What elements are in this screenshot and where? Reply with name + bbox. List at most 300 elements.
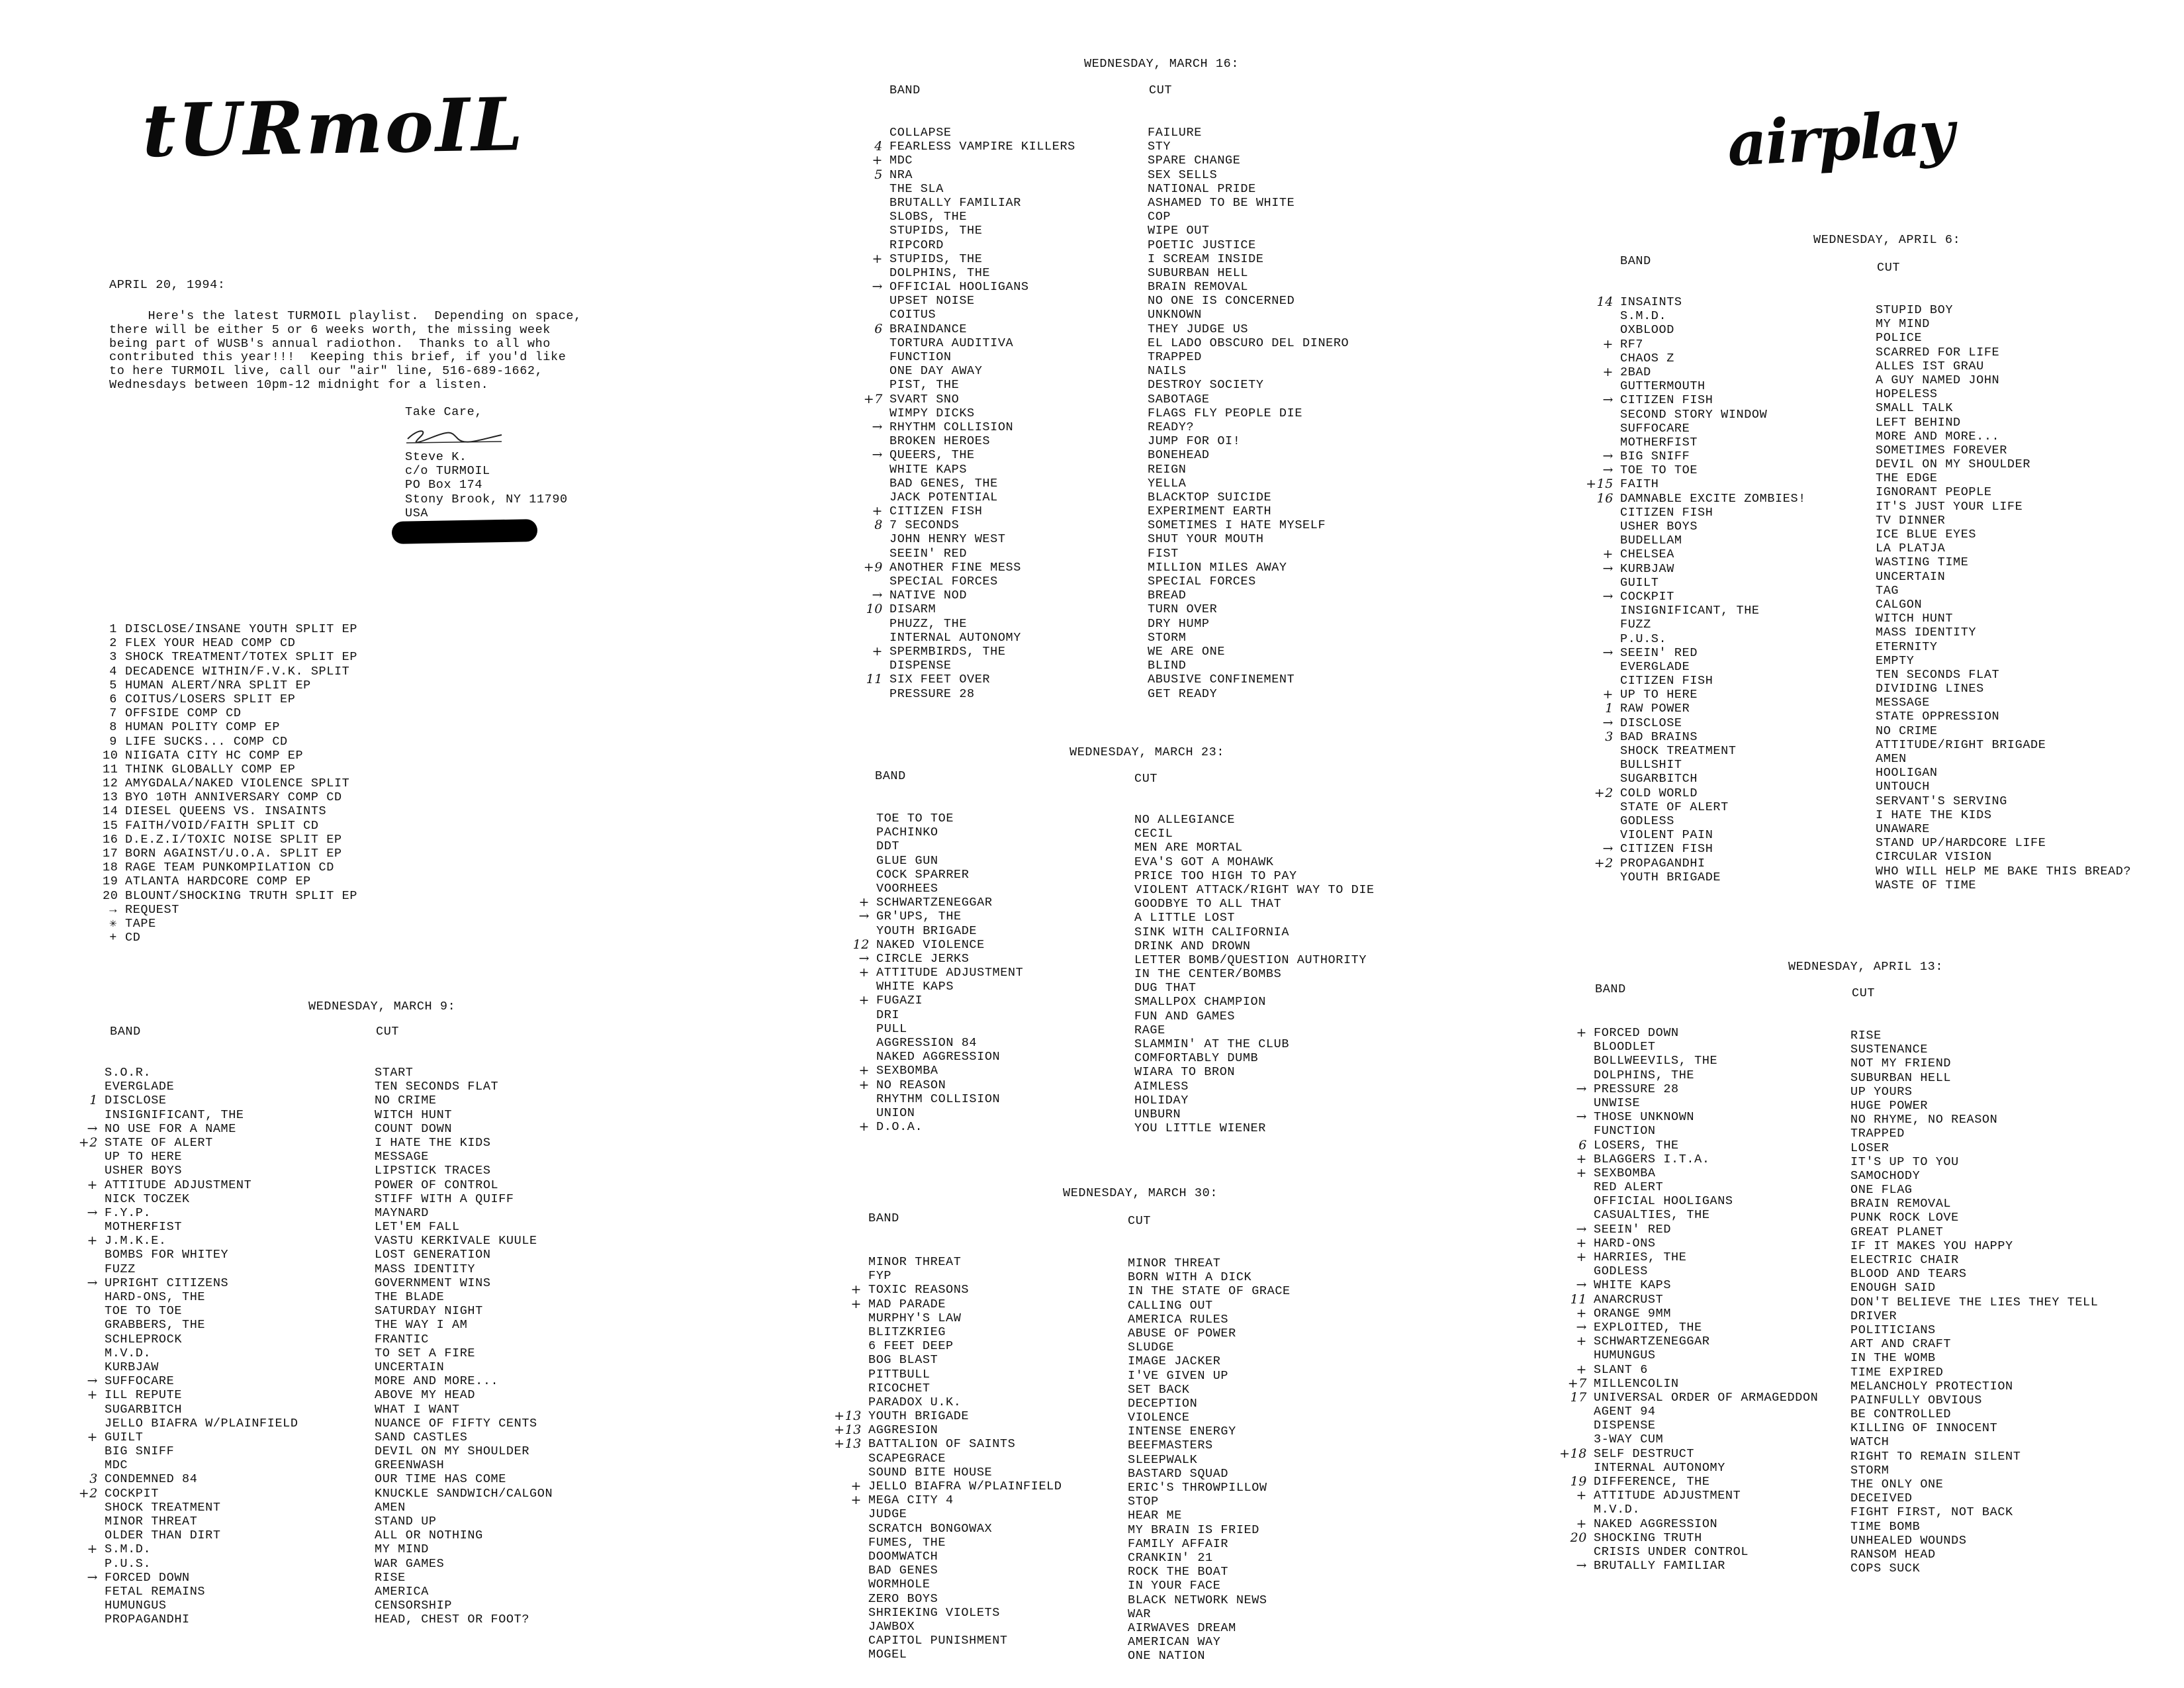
band-name: SEEIN' RED: [1594, 1222, 1672, 1237]
week-heading-apr13: WEDNESDAY, APRIL 13:: [1788, 960, 1944, 974]
band-name: NATIVE NOD: [889, 588, 968, 603]
play-mark: [855, 687, 889, 701]
play-mark: [855, 294, 889, 308]
legend-item: [103, 776, 357, 790]
play-mark: [834, 1592, 868, 1606]
band-row: [1586, 449, 1806, 463]
cut-row: ENOUGH SAID: [1850, 1281, 1936, 1295]
band-name: PITTBULL: [868, 1367, 931, 1382]
cut-row: DECEPTION: [1128, 1396, 1198, 1411]
band-name: LOSERS, THE: [1594, 1138, 1679, 1152]
play-mark: [834, 1634, 868, 1648]
band-row: [834, 1507, 1062, 1521]
play-mark: 17: [1570, 1389, 1587, 1405]
band-name: MOGEL: [868, 1648, 907, 1662]
cut-row: CALLING OUT: [1128, 1298, 1213, 1313]
band-row: [834, 1409, 1062, 1423]
band-row: [834, 1325, 1062, 1339]
band-row: [70, 1571, 298, 1585]
play-mark: +7: [863, 391, 883, 406]
week-heading-apr6: WEDNESDAY, APRIL 6:: [1813, 233, 1961, 247]
cut-label: CUT: [1852, 986, 1876, 1000]
band-name: VIOLENT PAIN: [1620, 828, 1713, 843]
band-row: [1586, 800, 1806, 814]
band-row: [1586, 534, 1806, 547]
band-row: [842, 868, 1023, 882]
cut-row: MY MIND: [1876, 317, 1930, 332]
band-row: [70, 1066, 298, 1080]
cut-row: ABUSE OF POWER: [1128, 1326, 1236, 1340]
cut-row: MEN ARE MORTAL: [1134, 841, 1243, 855]
cut-row: CIRCULAR VISION: [1876, 850, 1992, 865]
cut-row: BE CONTROLLED: [1850, 1407, 1952, 1422]
play-mark: +: [850, 1282, 862, 1297]
cut-row: AMERICA: [375, 1584, 429, 1599]
cut-row: SHUT YOUR MOUTH: [1148, 532, 1264, 547]
legend-item: [103, 889, 357, 903]
legend-number: 18: [103, 861, 118, 875]
band-row: [842, 924, 1023, 938]
play-mark: [855, 617, 889, 631]
band-name: INSAINTS: [1620, 295, 1682, 309]
band-row: [1586, 828, 1806, 842]
play-mark: [70, 1164, 105, 1178]
band-name: FAITH: [1620, 477, 1659, 492]
play-mark: [1559, 1124, 1594, 1138]
cut-row: FAILURE: [1148, 126, 1202, 140]
cut-row: DRY HUMP: [1148, 616, 1210, 631]
play-mark: [1559, 1405, 1594, 1419]
band-row: [1559, 1321, 1818, 1335]
band-row: [834, 1423, 1062, 1437]
play-mark: [70, 1262, 105, 1276]
band-name: JELLO BIAFRA W/PLAINFIELD: [868, 1479, 1062, 1493]
band-name: UNIVERSAL ORDER OF ARMAGEDDON: [1594, 1390, 1819, 1405]
band-row: [70, 1487, 298, 1501]
band-name: DAMNABLE EXCITE ZOMBIES!: [1620, 491, 1806, 506]
cut-label: CUT: [1128, 1214, 1152, 1228]
legend-label: ATLANTA HARDCORE COMP EP: [125, 874, 311, 889]
band-row: [70, 1276, 298, 1290]
band-row: [1559, 1152, 1818, 1166]
play-mark: [1559, 1054, 1594, 1068]
band-row: [834, 1620, 1062, 1634]
play-mark: [855, 463, 889, 477]
band-row: [842, 952, 1023, 966]
band-name: DISCLOSE: [105, 1094, 167, 1108]
band-row: [70, 1458, 298, 1472]
cut-row: GREAT PLANET: [1850, 1225, 1944, 1239]
legend-symbol-item: [103, 917, 357, 931]
band-row: [834, 1592, 1062, 1606]
play-mark: +: [87, 1542, 98, 1557]
band-name: UNWISE: [1594, 1096, 1641, 1110]
legend-symbol-item: [103, 931, 357, 945]
band-name: BOG BLAST: [868, 1353, 938, 1368]
play-mark: [842, 839, 876, 853]
legend-label: FLEX YOUR HEAD COMP CD: [125, 636, 296, 651]
band-name: UP TO HERE: [1620, 688, 1698, 702]
band-row: [842, 1064, 1023, 1078]
band-row: [842, 1008, 1023, 1022]
band-name: SUGARBITCH: [105, 1402, 183, 1417]
band-name: RICOCHET: [868, 1381, 931, 1395]
cut-row: THE ONLY ONE: [1850, 1477, 1944, 1491]
band-row: [1586, 702, 1806, 716]
play-mark: →: [872, 419, 883, 434]
play-mark: 1: [89, 1093, 98, 1108]
week-heading-mar9: WEDNESDAY, MARCH 9:: [308, 1000, 456, 1013]
legend-mark: →: [109, 902, 117, 917]
band-name: SPERMBIRDS, THE: [889, 644, 1006, 659]
band-name: BRUTALLY FAMILIAR: [889, 195, 1021, 210]
play-mark: [834, 1395, 868, 1409]
cut-row: REIGN: [1148, 462, 1187, 477]
playlist-bands-apr6: [1586, 295, 1806, 884]
band-name: TOE TO TOE: [1620, 463, 1698, 478]
band-row: [70, 1150, 298, 1164]
legend-item: [103, 665, 357, 679]
band-row: [70, 1108, 298, 1122]
cut-row: SMALL TALK: [1876, 401, 1954, 416]
band-row: [842, 1050, 1023, 1064]
band-row: [842, 1120, 1023, 1134]
band-row: [70, 1136, 298, 1150]
cut-row: SOMETIMES FOREVER: [1876, 443, 2007, 457]
band-row: [1559, 1054, 1818, 1068]
band-row: [834, 1452, 1062, 1466]
band-name: STATE OF ALERT: [1620, 800, 1729, 814]
play-mark: [834, 1311, 868, 1325]
band-row: [70, 1206, 298, 1220]
band-row: [834, 1493, 1062, 1507]
band-row: [1586, 842, 1806, 856]
band-row: [842, 994, 1023, 1008]
cut-row: TEN SECONDS FLAT: [1876, 667, 2000, 682]
cut-row: WASTING TIME: [1876, 555, 1969, 570]
band-name: NAKED VIOLENCE: [876, 937, 985, 952]
band-name: PIST, THE: [889, 378, 960, 393]
band-row: [1586, 688, 1806, 702]
band-row: [1586, 814, 1806, 828]
cut-row: POWER OF CONTROL: [375, 1178, 499, 1192]
playlist-bands-mar16: [855, 126, 1075, 701]
band-name: PULL: [876, 1021, 907, 1036]
band-name: J.M.K.E.: [105, 1234, 167, 1248]
play-mark: [1559, 1461, 1594, 1475]
band-row: [70, 1585, 298, 1599]
play-mark: →: [87, 1374, 98, 1389]
band-name: INSIGNIFICANT, THE: [1620, 604, 1760, 618]
play-mark: →: [858, 951, 870, 966]
play-mark: 12: [852, 937, 870, 952]
band-row: [70, 1290, 298, 1304]
cut-row: YOU LITTLE WIENER: [1134, 1121, 1266, 1136]
play-mark: →: [1602, 393, 1614, 408]
band-name: WHITE KAPS: [889, 462, 968, 477]
band-row: [855, 210, 1075, 224]
legend-symbol-item: [103, 903, 357, 917]
play-mark: [834, 1339, 868, 1353]
legend-number: 19: [103, 874, 118, 889]
play-mark: [1586, 323, 1620, 337]
play-mark: [855, 350, 889, 364]
band-row: [855, 393, 1075, 406]
cut-row: HOOLIGAN: [1876, 766, 1938, 780]
play-mark: [842, 980, 876, 994]
band-row: [1559, 1489, 1818, 1503]
band-row: [855, 645, 1075, 659]
band-name: FEARLESS VAMPIRE KILLERS: [889, 140, 1075, 154]
play-mark: [1586, 408, 1620, 422]
legend-mark: +: [109, 931, 117, 945]
cut-row: WITCH HUNT: [375, 1107, 453, 1122]
cut-row: IF IT MAKES YOU HAPPY: [1850, 1239, 2013, 1253]
band-row: [1586, 730, 1806, 744]
band-row: [834, 1522, 1062, 1536]
band-name: DISCLOSE: [1620, 716, 1682, 730]
legend-number: 6: [109, 692, 117, 706]
band-label: BAND: [868, 1211, 899, 1225]
band-row: [1586, 618, 1806, 632]
band-name: MOTHERFIST: [1620, 435, 1698, 449]
play-mark: [855, 308, 889, 322]
play-mark: +13: [834, 1436, 862, 1452]
cut-row: UNHEALED WOUNDS: [1850, 1533, 1967, 1548]
band-name: SCRATCH BONGOWAX: [868, 1521, 993, 1536]
play-mark: [70, 1360, 105, 1374]
legend-item: [103, 706, 357, 720]
band-row: [855, 659, 1075, 673]
play-mark: [1586, 309, 1620, 323]
band-row: [834, 1311, 1062, 1325]
band-name: MINOR THREAT: [868, 1255, 962, 1269]
band-row: [842, 1036, 1023, 1050]
play-mark: [1586, 772, 1620, 786]
band-row: [855, 477, 1075, 491]
band-name: AGENT 94: [1594, 1405, 1656, 1419]
band-name: EXPLOITED, THE: [1594, 1320, 1702, 1335]
letter-body: Here's the latest TURMOIL playlist. Depending on space, there will be either 5 or 6 weeks worth, the missing week being part of WUSB's annual radiothon. Thanks to all who contributed this year!!! Keeping this brief, if you'd like to here TURMOIL live, call our "air" line, 516-689-1662, Wednesdays between 10pm-12 midnight for a listen.: [109, 309, 582, 392]
letter-date: APRIL 20, 1994:: [109, 278, 226, 292]
play-mark: +: [1576, 1305, 1587, 1321]
legend-label: HUMAN POLITY COMP EP: [125, 720, 281, 735]
band-row: [1559, 1250, 1818, 1264]
play-mark: [1559, 1264, 1594, 1278]
cut-row: NUANCE OF FIFTY CENTS: [375, 1416, 537, 1430]
cut-row: VIOLENCE: [1128, 1411, 1190, 1425]
play-mark: [834, 1353, 868, 1367]
legend-label: SHOCK TREATMENT/TOTEX SPLIT EP: [125, 650, 358, 665]
band-name: NAKED AGGRESSION: [876, 1050, 1001, 1064]
legend-item: [103, 622, 357, 636]
play-mark: +2: [78, 1135, 98, 1150]
band-row: [834, 1479, 1062, 1493]
cut-row: DESTROY SOCIETY: [1148, 378, 1264, 393]
address-line: c/o TURMOIL: [405, 464, 490, 479]
band-name: SELF DESTRUCT: [1594, 1446, 1695, 1461]
cut-row: YELLA: [1148, 476, 1187, 491]
band-name: SCHWARTZENEGGAR: [1594, 1335, 1710, 1349]
cut-row: ALLES IST GRAU: [1876, 359, 1984, 373]
band-name: SVART SNO: [889, 392, 960, 406]
band-name: OLDER THAN DIRT: [105, 1528, 221, 1543]
play-mark: [1559, 1194, 1594, 1208]
cut-row: ABOVE MY HEAD: [375, 1388, 476, 1403]
band-row: [855, 280, 1075, 294]
legend-number: 16: [103, 832, 118, 847]
cut-row: STAND UP: [375, 1515, 437, 1528]
week-heading-mar23: WEDNESDAY, MARCH 23:: [1069, 745, 1225, 759]
band-row: [842, 882, 1023, 896]
play-mark: +: [1602, 547, 1614, 562]
play-mark: [70, 1080, 105, 1094]
play-mark: [1586, 800, 1620, 814]
playlist-cuts-mar16: [1148, 126, 1349, 701]
band-name: P.U.S.: [105, 1556, 152, 1571]
cut-row: NO ONE IS CONCERNED: [1148, 294, 1295, 308]
play-mark: +: [1602, 364, 1614, 379]
cut-row: KILLING OF INNOCENT: [1850, 1421, 1998, 1436]
cut-row: POETIC JUSTICE: [1148, 238, 1256, 252]
play-mark: [1559, 1419, 1594, 1432]
play-mark: +: [87, 1177, 98, 1192]
play-mark: +: [858, 1077, 870, 1092]
play-mark: +: [1602, 687, 1614, 702]
cut-row: SAMOCHODY: [1850, 1168, 1921, 1183]
band-name: STUPIDS, THE: [889, 224, 983, 238]
play-mark: →: [87, 1570, 98, 1585]
play-mark: [855, 477, 889, 491]
band-name: GUILT: [1620, 575, 1659, 590]
cut-row: I'VE GIVEN UP: [1128, 1368, 1229, 1383]
band-name: DOOMWATCH: [868, 1549, 938, 1564]
band-row: [1586, 436, 1806, 449]
band-row: [1586, 393, 1806, 407]
band-row: [1559, 1432, 1818, 1446]
cut-row: TRAPPED: [1850, 1127, 1905, 1141]
legend-number: 14: [103, 804, 118, 819]
play-mark: [70, 1318, 105, 1332]
band-name: AGGRESION: [868, 1423, 938, 1438]
cut-row: RANSOM HEAD: [1850, 1547, 1936, 1562]
play-mark: 10: [866, 602, 883, 617]
cut-row: MASS IDENTITY: [1876, 626, 1977, 640]
legend-label: TAPE: [125, 916, 156, 931]
play-mark: [1586, 352, 1620, 365]
band-name: SHOCK TREATMENT: [1620, 744, 1737, 758]
legend-item: [103, 847, 357, 861]
band-name: ATTITUDE ADJUSTMENT: [1594, 1489, 1741, 1503]
band-row: [855, 448, 1075, 462]
legend-label: NIIGATA CITY HC COMP EP: [125, 748, 304, 763]
band-name: STUPIDS, THE: [889, 252, 983, 266]
cut-row: MINOR THREAT: [1128, 1256, 1221, 1270]
band-name: SUFFOCARE: [1620, 421, 1690, 436]
cut-row: WAR: [1128, 1607, 1152, 1621]
band-name: PRESSURE 28: [1594, 1082, 1679, 1096]
band-row: [1559, 1293, 1818, 1307]
legend-item: [103, 874, 357, 888]
play-mark: [834, 1255, 868, 1269]
band-name: KURBJAW: [1620, 561, 1674, 576]
play-mark: [70, 1613, 105, 1626]
band-name: HUMUNGUS: [1594, 1348, 1656, 1363]
cut-row: ALL OR NOTHING: [375, 1528, 483, 1543]
band-name: F.Y.P.: [105, 1205, 152, 1220]
playlist-cuts-mar30: [1128, 1256, 1291, 1663]
band-row: [842, 966, 1023, 980]
band-name: JUDGE: [868, 1507, 907, 1522]
cut-row: UNAWARE: [1876, 821, 1930, 836]
legend-number: 11: [103, 762, 118, 776]
play-mark: [70, 1220, 105, 1234]
band-row: [1586, 632, 1806, 646]
legend-number: 13: [103, 790, 118, 805]
play-mark: [834, 1452, 868, 1466]
band-row: [855, 617, 1075, 631]
band-row: [70, 1557, 298, 1571]
cut-row: STAND UP/HARDCORE LIFE: [1876, 836, 2046, 851]
play-mark: [1559, 1068, 1594, 1082]
band-row: [855, 602, 1075, 616]
legend-number: 3: [109, 650, 117, 665]
play-mark: [70, 1515, 105, 1528]
band-name: BLAGGERS I.T.A.: [1594, 1152, 1710, 1166]
cut-row: HOLIDAY: [1134, 1093, 1189, 1107]
cut-row: MILLION MILES AWAY: [1148, 560, 1287, 575]
legend-label: DIESEL QUEENS VS. INSAINTS: [125, 804, 327, 819]
cut-row: SLUDGE: [1128, 1340, 1175, 1355]
band-name: BRUTALLY FAMILIAR: [1594, 1559, 1725, 1573]
band-row: [855, 561, 1075, 575]
band-name: MILLENCOLIN: [1594, 1376, 1679, 1391]
cut-row: GOODBYE TO ALL THAT: [1134, 897, 1282, 912]
cut-row: COPS SUCK: [1850, 1562, 1921, 1576]
band-name: ZERO BOYS: [868, 1591, 938, 1606]
band-name: USHER BOYS: [1620, 520, 1698, 534]
cut-row: A LITTLE LOST: [1134, 911, 1236, 925]
band-name: FUZZ: [1620, 618, 1651, 632]
legend-item: [103, 861, 357, 874]
cut-row: A GUY NAMED JOHN: [1876, 373, 2000, 387]
cut-row: EVA'S GOT A MOHAWK: [1134, 855, 1274, 869]
play-mark: +18: [1559, 1446, 1587, 1461]
cut-row: FIGHT FIRST, NOT BACK: [1850, 1505, 2013, 1520]
band-name: ANARCRUST: [1594, 1292, 1664, 1307]
band-name: PRESSURE 28: [889, 686, 975, 701]
cut-row: CENSORSHIP: [375, 1599, 453, 1613]
band-row: [1559, 1503, 1818, 1517]
band-name: CHELSEA: [1620, 547, 1674, 562]
band-row: [70, 1528, 298, 1542]
band-row: [855, 504, 1075, 518]
play-mark: →: [87, 1205, 98, 1220]
band-name: SCHWARTZENEGGAR: [876, 896, 993, 910]
band-row: [70, 1346, 298, 1360]
play-mark: [1586, 674, 1620, 688]
band-name: BROKEN HEROES: [889, 434, 991, 449]
legend-item: [103, 790, 357, 804]
playlist-cuts-apr13: [1850, 1029, 2098, 1575]
band-name: OFFICIAL HOOLIGANS: [1594, 1194, 1733, 1209]
band-name: M.V.D.: [1594, 1503, 1641, 1517]
band-row: [1559, 1391, 1818, 1405]
band-row: [1559, 1139, 1818, 1152]
band-name: RED ALERT: [1594, 1180, 1664, 1195]
band-row: [1559, 1208, 1818, 1222]
cut-row: WASTE OF TIME: [1876, 878, 1977, 892]
